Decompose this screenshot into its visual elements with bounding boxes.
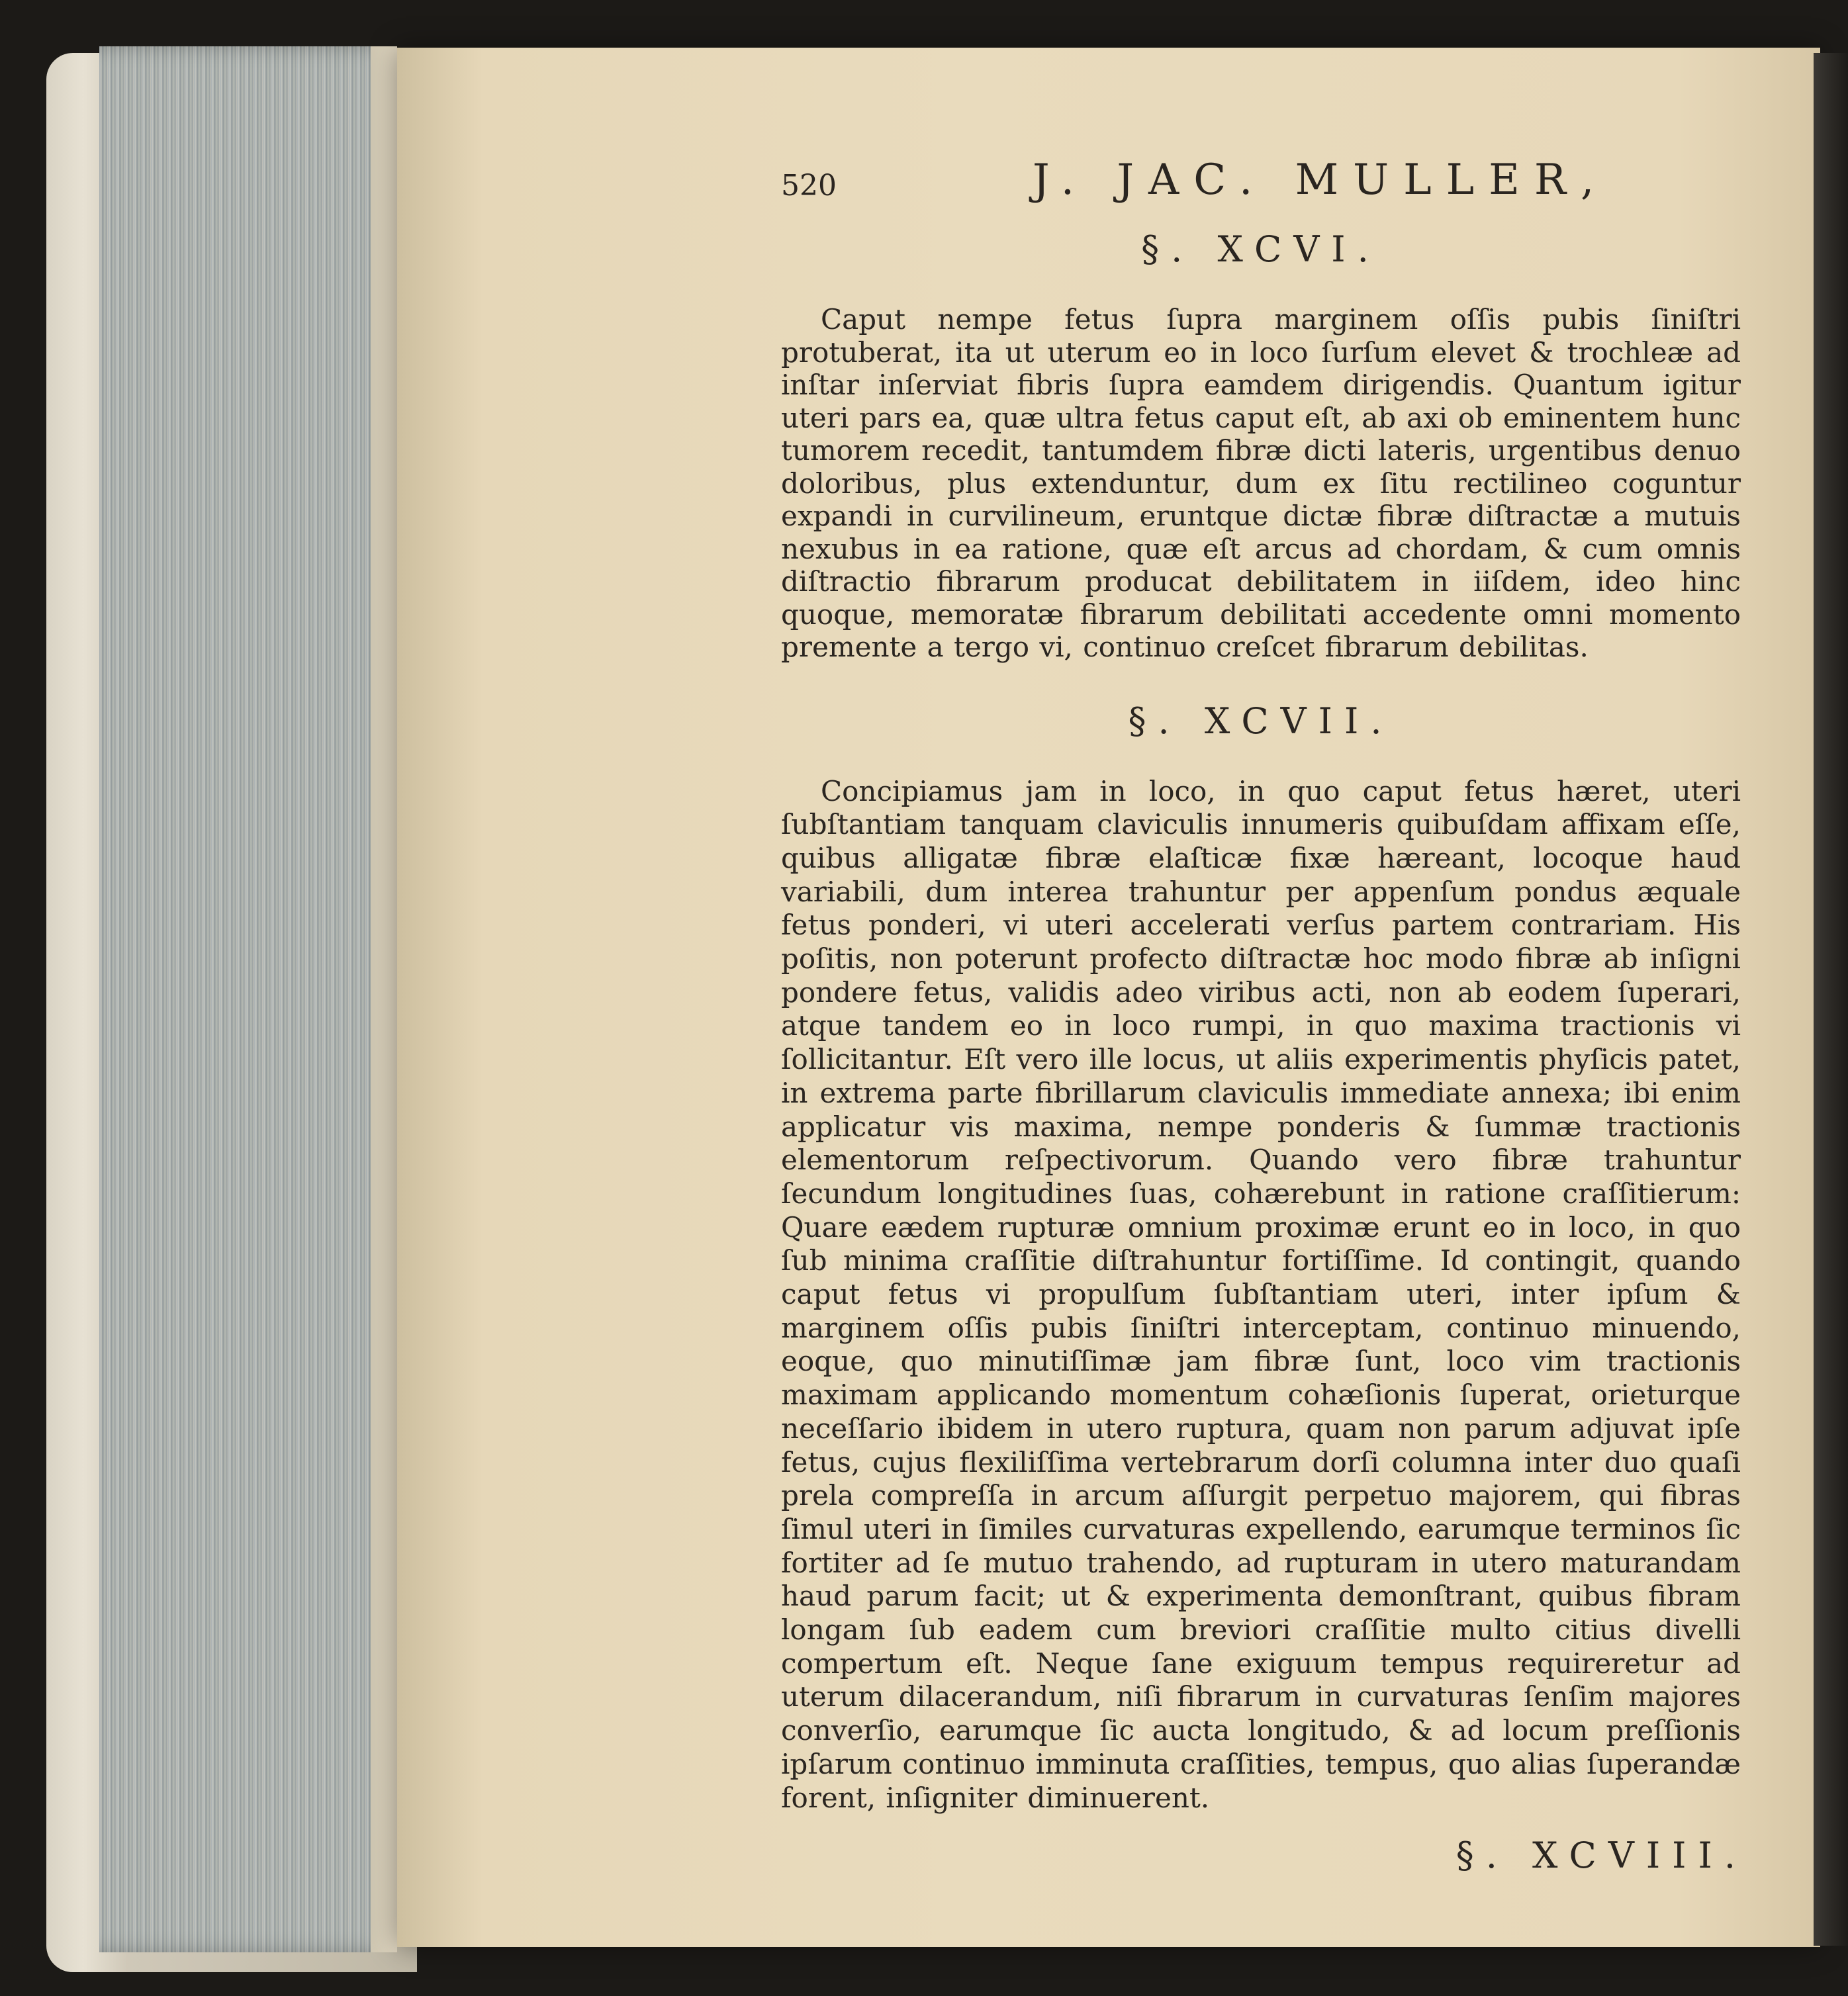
section-text-xcvii: Concipiamus jam in loco, in quo caput fetus hæret, uteri ſubſtantiam tanquam claviculis innumeris quibuſdam affixam eſſe, quibus alligatæ fibræ elaſticæ fixæ hæreant, locoque haud variabili, dum interea trahuntur per appenſum pondus æquale fetus ponderi, vi uteri accelerati verſus partem contrariam. His poſitis, non poterunt profecto diſtractæ hoc modo fibræ ab inſigni pondere fetus, validis adeo viribus acti, non ab eodem ſuperari, atque tandem eo in loco rumpi, in quo maxima tractionis vi ſollicitantur. Eſt vero ille locus, ut aliis experimentis phyſicis patet, in extrema parte fibrillarum claviculis immediate annexa; ibi enim applicatur vis maxima, nempe ponderis & ſummæ tractionis elementorum reſpectivorum. Quando vero fibræ trahuntur ſecundum longitudines ſuas, cohærebunt in ratione craſſitierum: Quare eædem rupturæ omnium proximæ erunt eo in loco, in quo ſub minima craſſitie diſtrahuntur fortiſſime. Id contingit, quando caput fetus vi propulſum ſubſtantiam uteri, inter ipſum & marginem oſſis pubis ſiniſtri interceptam, continuo minuendo, eoque, quo minutiſſimæ jam fibræ ſunt, loco vim tractionis maximam applicando momentum cohæſionis ſuperat, orieturque neceſſario ibidem in utero ruptura, quam non parum adjuvat ipſe fetus, cujus flexiliſſima vertebrarum dorſi columna inter duo quaſi prela compreſſa in arcum aſſurgit perpetuo majorem, qui fibras ſimul uteri in ſimiles curvaturas expellendo, earumque terminos ſic fortiter ad ſe mutuo trahendo, ad rupturam in utero maturandam haud parum facit; ut & experimenta demonſtrant, quibus fibram longam ſub eadem cum breviori craſſitie multo citius divelli compertum eſt. Neque ſane exiguum tempus requireretur ad uterum dilacerandum, niſi fibrarum in curvaturas ſenſim majores converſio, earumque ſic aucta longitudo, & ad locum preſſionis ipſarum continuo imminuta craſſities, tempus, quo alias ſuperandæ forent, inſigniter diminuerent.	[781, 774, 1741, 1814]
facing-page-edge	[1814, 53, 1848, 1946]
page-header	[781, 156, 1741, 215]
section-heading-xcvii: §. XCVII.	[1128, 700, 1394, 742]
running-head: J. JAC. MULLER,	[1033, 156, 1609, 204]
page-text-block	[781, 156, 1747, 1909]
section-heading-xcvi: §. XCVI.	[1141, 228, 1381, 270]
page-stack-edges	[99, 46, 397, 1952]
section-text-xcvi: Caput nempe fetus ſupra marginem oſſis pubis ſiniſtri protuberat, ita ut uterum eo in loco ſurſum elevet & trochleæ ad inſtar inſerviat fibris ſupra eamdem dirigendis. Quantum igitur uteri pars ea, quæ ultra fetus caput eſt, ab axi ob eminentem hunc tumorem recedit, tantumdem fibræ dicti lateris, urgentibus denuo doloribus, plus extenduntur, dum ex ſitu rectilineo coguntur expandi in curvilineum, eruntque dictæ fibræ diſtractæ a mutuis nexubus in ea ratione, quæ eſt arcus ad chordam, & cum omnis diſtractio fibrarum producat debilitatem in iiſdem, ideo hinc quoque, memoratæ fibrarum debilitati accedente omni momento premente a tergo vi, continuo creſcet fibrarum debilitas.	[781, 303, 1741, 663]
page-gutter	[371, 46, 397, 1952]
catchword: §. XCVIII.	[1455, 1835, 1747, 1877]
page-number: 520	[781, 169, 837, 203]
